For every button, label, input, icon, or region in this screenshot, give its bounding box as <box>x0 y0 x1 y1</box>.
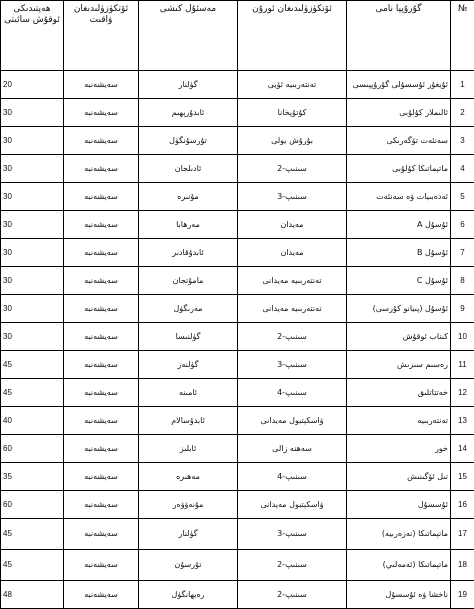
group-name-cell: ماتېماتىكا (ئەمەلىي) <box>347 550 451 581</box>
teacher-cell: تۇرسۇن <box>139 550 238 581</box>
weekly-hours-cell: 45 <box>1 379 64 407</box>
group-name-cell: خور <box>347 435 451 463</box>
weekly-hours-cell: 35 <box>1 463 64 491</box>
teacher-cell: گۈلنىسا <box>139 323 238 351</box>
header-schedule-time: ئۆتكۈزۈلىدىغان ۋاقىت <box>64 1 139 71</box>
teacher-cell: مۇنىرە <box>139 183 238 211</box>
schedule-day-cell: سەيشەنبە <box>64 295 139 323</box>
table-row <box>1 379 474 407</box>
schedule-day-cell: سەيشەنبە <box>64 323 139 351</box>
weekly-hours-cell: 30 <box>1 239 64 267</box>
teacher-cell: گۈلنار <box>139 519 238 550</box>
location-cell: تەنتەربىيە ئۆيى <box>238 71 347 99</box>
teacher-cell: رەيھانگۈل <box>139 581 238 609</box>
row-number-cell: 9 <box>451 295 474 323</box>
table-row <box>1 155 474 183</box>
weekly-hours-cell: 30 <box>1 127 64 155</box>
header-group-name: گۇرۇپپا نامى <box>347 1 451 71</box>
group-name-cell: ماتېماتىكا (نەزەرىيە) <box>347 519 451 550</box>
group-name-cell: A ئۇسۇل <box>347 211 451 239</box>
table-row <box>1 519 474 550</box>
schedule-day-cell: سەيشەنبە <box>64 239 139 267</box>
row-number-cell: 16 <box>451 491 474 519</box>
row-number-cell: 8 <box>451 267 474 295</box>
row-number-cell: 17 <box>451 519 474 550</box>
row-number-cell: 10 <box>451 323 474 351</box>
row-number-cell: 2 <box>451 99 474 127</box>
location-cell: 4-سىنىپ <box>238 463 347 491</box>
row-number-cell: 12 <box>451 379 474 407</box>
table-row <box>1 491 474 519</box>
weekly-hours-cell: 60 <box>1 491 64 519</box>
weekly-hours-cell: 30 <box>1 183 64 211</box>
teacher-cell: مەرىگۈل <box>139 295 238 323</box>
teacher-cell: ئامىنە <box>139 379 238 407</box>
header-teacher: مەسئۇل كىشى <box>139 1 238 71</box>
teacher-cell: مەرھابا <box>139 211 238 239</box>
weekly-hours-cell: 30 <box>1 99 64 127</box>
location-cell: 3-سىنىپ <box>238 183 347 211</box>
location-cell: ۋاسكېتبول مەيدانى <box>238 407 347 435</box>
schedule-day-cell: سەيشەنبە <box>64 407 139 435</box>
group-name-cell: تەنتەربىيە <box>347 407 451 435</box>
teacher-cell: مامۇتجان <box>139 267 238 295</box>
location-cell: 2-سىنىپ <box>238 155 347 183</box>
group-name-cell: ئۇسسۇل <box>347 491 451 519</box>
group-name-cell: C ئۇسۇل <box>347 267 451 295</box>
weekly-hours-cell: 45 <box>1 519 64 550</box>
schedule-day-cell: سەيشەنبە <box>64 71 139 99</box>
schedule-day-cell: سەيشەنبە <box>64 491 139 519</box>
location-cell: 3-سىنىپ <box>238 351 347 379</box>
table-row <box>1 239 474 267</box>
schedule-day-cell: سەيشەنبە <box>64 267 139 295</box>
group-name-cell: ئالىملار كۇلۇبى <box>347 99 451 127</box>
header-location: ئۆتكۈزۈلىدىغان ئورۇن <box>238 1 347 71</box>
weekly-hours-cell: 30 <box>1 323 64 351</box>
group-name-cell: ئۇيغۇر ئۇسسۇلى گۇرۇپپىسى <box>347 71 451 99</box>
schedule-day-cell: سەيشەنبە <box>64 463 139 491</box>
weekly-hours-cell: 40 <box>1 407 64 435</box>
group-name-cell: ناخشا ۋە ئۇسسۇل <box>347 581 451 609</box>
location-cell: 4-سىنىپ <box>238 379 347 407</box>
table-row <box>1 99 474 127</box>
weekly-hours-cell: 45 <box>1 550 64 581</box>
teacher-cell: تۇرسۇنگۈل <box>139 127 238 155</box>
schedule-day-cell: سەيشەنبە <box>64 155 139 183</box>
location-cell: 3-سىنىپ <box>238 519 347 550</box>
teacher-cell: ئادىلجان <box>139 155 238 183</box>
row-number-cell: 1 <box>451 71 474 99</box>
table-row <box>1 407 474 435</box>
header-row <box>1 1 474 71</box>
weekly-hours-cell: 48 <box>1 581 64 609</box>
group-name-cell: سەنئەت تۆگەرىكى <box>347 127 451 155</box>
teacher-cell: ئابدۇقادىر <box>139 239 238 267</box>
group-name-cell: خەتتاتلىق <box>347 379 451 407</box>
group-name-cell: رەسىم سىزىش <box>347 351 451 379</box>
location-cell: تەنتەربىيە مەيدانى <box>238 267 347 295</box>
table-row <box>1 323 474 351</box>
table-row <box>1 295 474 323</box>
schedule-day-cell: سەيشەنبە <box>64 550 139 581</box>
schedule-day-cell: سەيشەنبە <box>64 581 139 609</box>
table-row <box>1 267 474 295</box>
location-cell: 2-سىنىپ <box>238 581 347 609</box>
weekly-hours-cell: 60 <box>1 435 64 463</box>
row-number-cell: 19 <box>451 581 474 609</box>
location-cell: 2-سىنىپ <box>238 550 347 581</box>
weekly-hours-cell: 20 <box>1 71 64 99</box>
teacher-cell: ئابدۇرېھىم <box>139 99 238 127</box>
table-row <box>1 463 474 491</box>
row-number-cell: 13 <box>451 407 474 435</box>
table-row <box>1 581 474 609</box>
group-name-cell: ئۇسۇل (پىيانو كۇرسى) <box>347 295 451 323</box>
group-name-cell: كىتاب ئوقۇش <box>347 323 451 351</box>
row-number-cell: 14 <box>451 435 474 463</box>
location-cell: مەيدان <box>238 211 347 239</box>
location-cell: مەيدان <box>238 239 347 267</box>
teacher-cell: ئابلىز <box>139 435 238 463</box>
location-cell: كۇتۇپخانا <box>238 99 347 127</box>
weekly-hours-cell: 30 <box>1 295 64 323</box>
schedule-day-cell: سەيشەنبە <box>64 379 139 407</box>
weekly-hours-cell: 30 <box>1 211 64 239</box>
location-cell: ۋاسكېتبول مەيدانى <box>238 491 347 519</box>
table-row <box>1 435 474 463</box>
schedule-day-cell: سەيشەنبە <box>64 183 139 211</box>
row-number-cell: 11 <box>451 351 474 379</box>
table-row <box>1 127 474 155</box>
schedule-day-cell: سەيشەنبە <box>64 519 139 550</box>
schedule-day-cell: سەيشەنبە <box>64 211 139 239</box>
location-cell: تەنتەربىيە مەيدانى <box>238 295 347 323</box>
teacher-cell: گۈلنەز <box>139 351 238 379</box>
row-number-cell: 4 <box>451 155 474 183</box>
weekly-hours-cell: 45 <box>1 351 64 379</box>
table-row <box>1 211 474 239</box>
teacher-cell: مۇنەۋۋەر <box>139 491 238 519</box>
row-number-cell: 6 <box>451 211 474 239</box>
row-number-cell: 15 <box>451 463 474 491</box>
row-number-cell: 7 <box>451 239 474 267</box>
schedule-day-cell: سەيشەنبە <box>64 351 139 379</box>
header-weekly-hours: ھەپتىدىكى ئوقۇش سائىتى <box>1 1 64 71</box>
table-row <box>1 183 474 211</box>
weekly-hours-cell: 30 <box>1 155 64 183</box>
table-row <box>1 550 474 581</box>
group-name-cell: B ئۇسۇل <box>347 239 451 267</box>
row-number-cell: 3 <box>451 127 474 155</box>
location-cell: سەھنە زالى <box>238 435 347 463</box>
weekly-hours-cell: 30 <box>1 267 64 295</box>
schedule-day-cell: سەيشەنبە <box>64 127 139 155</box>
teacher-cell: ئابدۇسالام <box>139 407 238 435</box>
schedule-day-cell: سەيشەنبە <box>64 435 139 463</box>
group-name-cell: تىل ئۆگىنىش <box>347 463 451 491</box>
header-number: № <box>451 1 474 71</box>
table-row <box>1 71 474 99</box>
group-name-cell: ماتېماتىكا كۇلۇبى <box>347 155 451 183</box>
group-name-cell: ئەدەبىيات ۋە سەنئەت <box>347 183 451 211</box>
location-cell: بۇرۇش يولى <box>238 127 347 155</box>
row-number-cell: 18 <box>451 550 474 581</box>
table-row <box>1 351 474 379</box>
teacher-cell: مەھىرە <box>139 463 238 491</box>
schedule-day-cell: سەيشەنبە <box>64 99 139 127</box>
teacher-cell: گۈلنار <box>139 71 238 99</box>
row-number-cell: 5 <box>451 183 474 211</box>
location-cell: 2-سىنىپ <box>238 323 347 351</box>
